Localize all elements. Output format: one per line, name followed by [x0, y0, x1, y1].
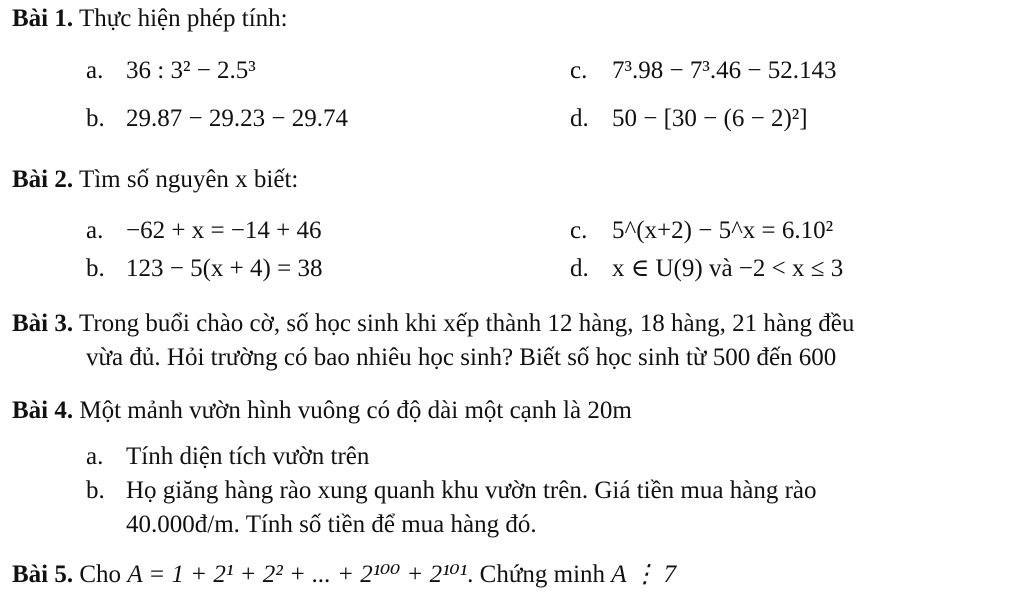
ex2-d-expression: x ∈ U(9) và −2 < x ≤ 3	[612, 255, 844, 282]
exercise-1-title: Bài 1.	[12, 5, 74, 32]
exercise-5-heading	[12, 560, 676, 590]
ex1-a-label: a.	[86, 57, 104, 84]
ex2-b-label: b.	[86, 255, 105, 282]
ex2-c-expression: 5^(x+2) − 5^x = 6.10²	[612, 217, 834, 244]
ex4-b-text-line-2: 40.000đ/m. Tính số tiền để mua hàng đó.	[126, 511, 537, 538]
exercise-4-title: Bài 4.	[12, 397, 74, 424]
exercise-3-text-line-1: Trong buổi chào cờ, số học sinh khi xếp thành 12 hàng, 18 hàng, 21 hàng đều	[78, 310, 855, 337]
exercise-3-title: Bài 3.	[12, 310, 74, 337]
exercise-3-text-line-2: vừa đủ. Hỏi trường có bao nhiêu học sinh? Biết số học sinh từ 500 đến 600	[86, 344, 837, 371]
ex2-b-expression: 123 − 5(x + 4) = 38	[126, 255, 323, 282]
ex2-a-label: a.	[86, 217, 104, 244]
ex2-a-expression: −62 + x = −14 + 46	[126, 217, 322, 244]
exercise-5-expression-2: A ⋮ 7	[611, 561, 677, 588]
ex4-b-label: b.	[86, 477, 105, 504]
ex1-c-label: c.	[570, 57, 588, 84]
exercise-4-text: Một mảnh vườn hình vuông có độ dài một cạnh là 20m	[79, 397, 632, 424]
ex4-a-label: a.	[86, 443, 104, 470]
ex1-b-expression: 29.87 − 29.23 − 29.74	[126, 105, 348, 132]
exercise-5-expression: A = 1 + 2¹ + 2² + ... + 2¹⁰⁰ + 2¹⁰¹	[127, 561, 468, 588]
exercise-5-text-1: Cho	[79, 561, 122, 588]
exercise-1-heading	[12, 4, 288, 34]
exercise-4-heading	[12, 396, 632, 426]
exercise-2-title: Bài 2.	[12, 166, 74, 193]
ex1-c-expression: 7³.98 − 7³.46 − 52.143	[612, 57, 837, 84]
exercise-2-heading	[12, 165, 298, 195]
exercise-3-heading	[12, 309, 854, 339]
exercise-1-text: Thực hiện phép tính:	[78, 5, 288, 32]
ex1-a-expression: 36 : 3² − 2.5³	[126, 57, 256, 84]
ex2-d-label: d.	[570, 255, 589, 282]
ex2-c-label: c.	[570, 217, 588, 244]
ex4-a-text: Tính diện tích vườn trên	[126, 443, 370, 470]
exercise-2-text: Tìm số nguyên x biết:	[78, 166, 299, 193]
ex1-d-expression: 50 − [30 − (6 − 2)²]	[612, 105, 808, 132]
ex1-b-label: b.	[86, 105, 105, 132]
ex1-d-label: d.	[570, 105, 589, 132]
exercise-5-text-2: . Chứng minh	[467, 561, 606, 588]
ex4-b-text-line-1: Họ giăng hàng rào xung quanh khu vườn trên. Giá tiền mua hàng rào	[126, 477, 817, 504]
exercise-5-title: Bài 5.	[12, 561, 74, 588]
